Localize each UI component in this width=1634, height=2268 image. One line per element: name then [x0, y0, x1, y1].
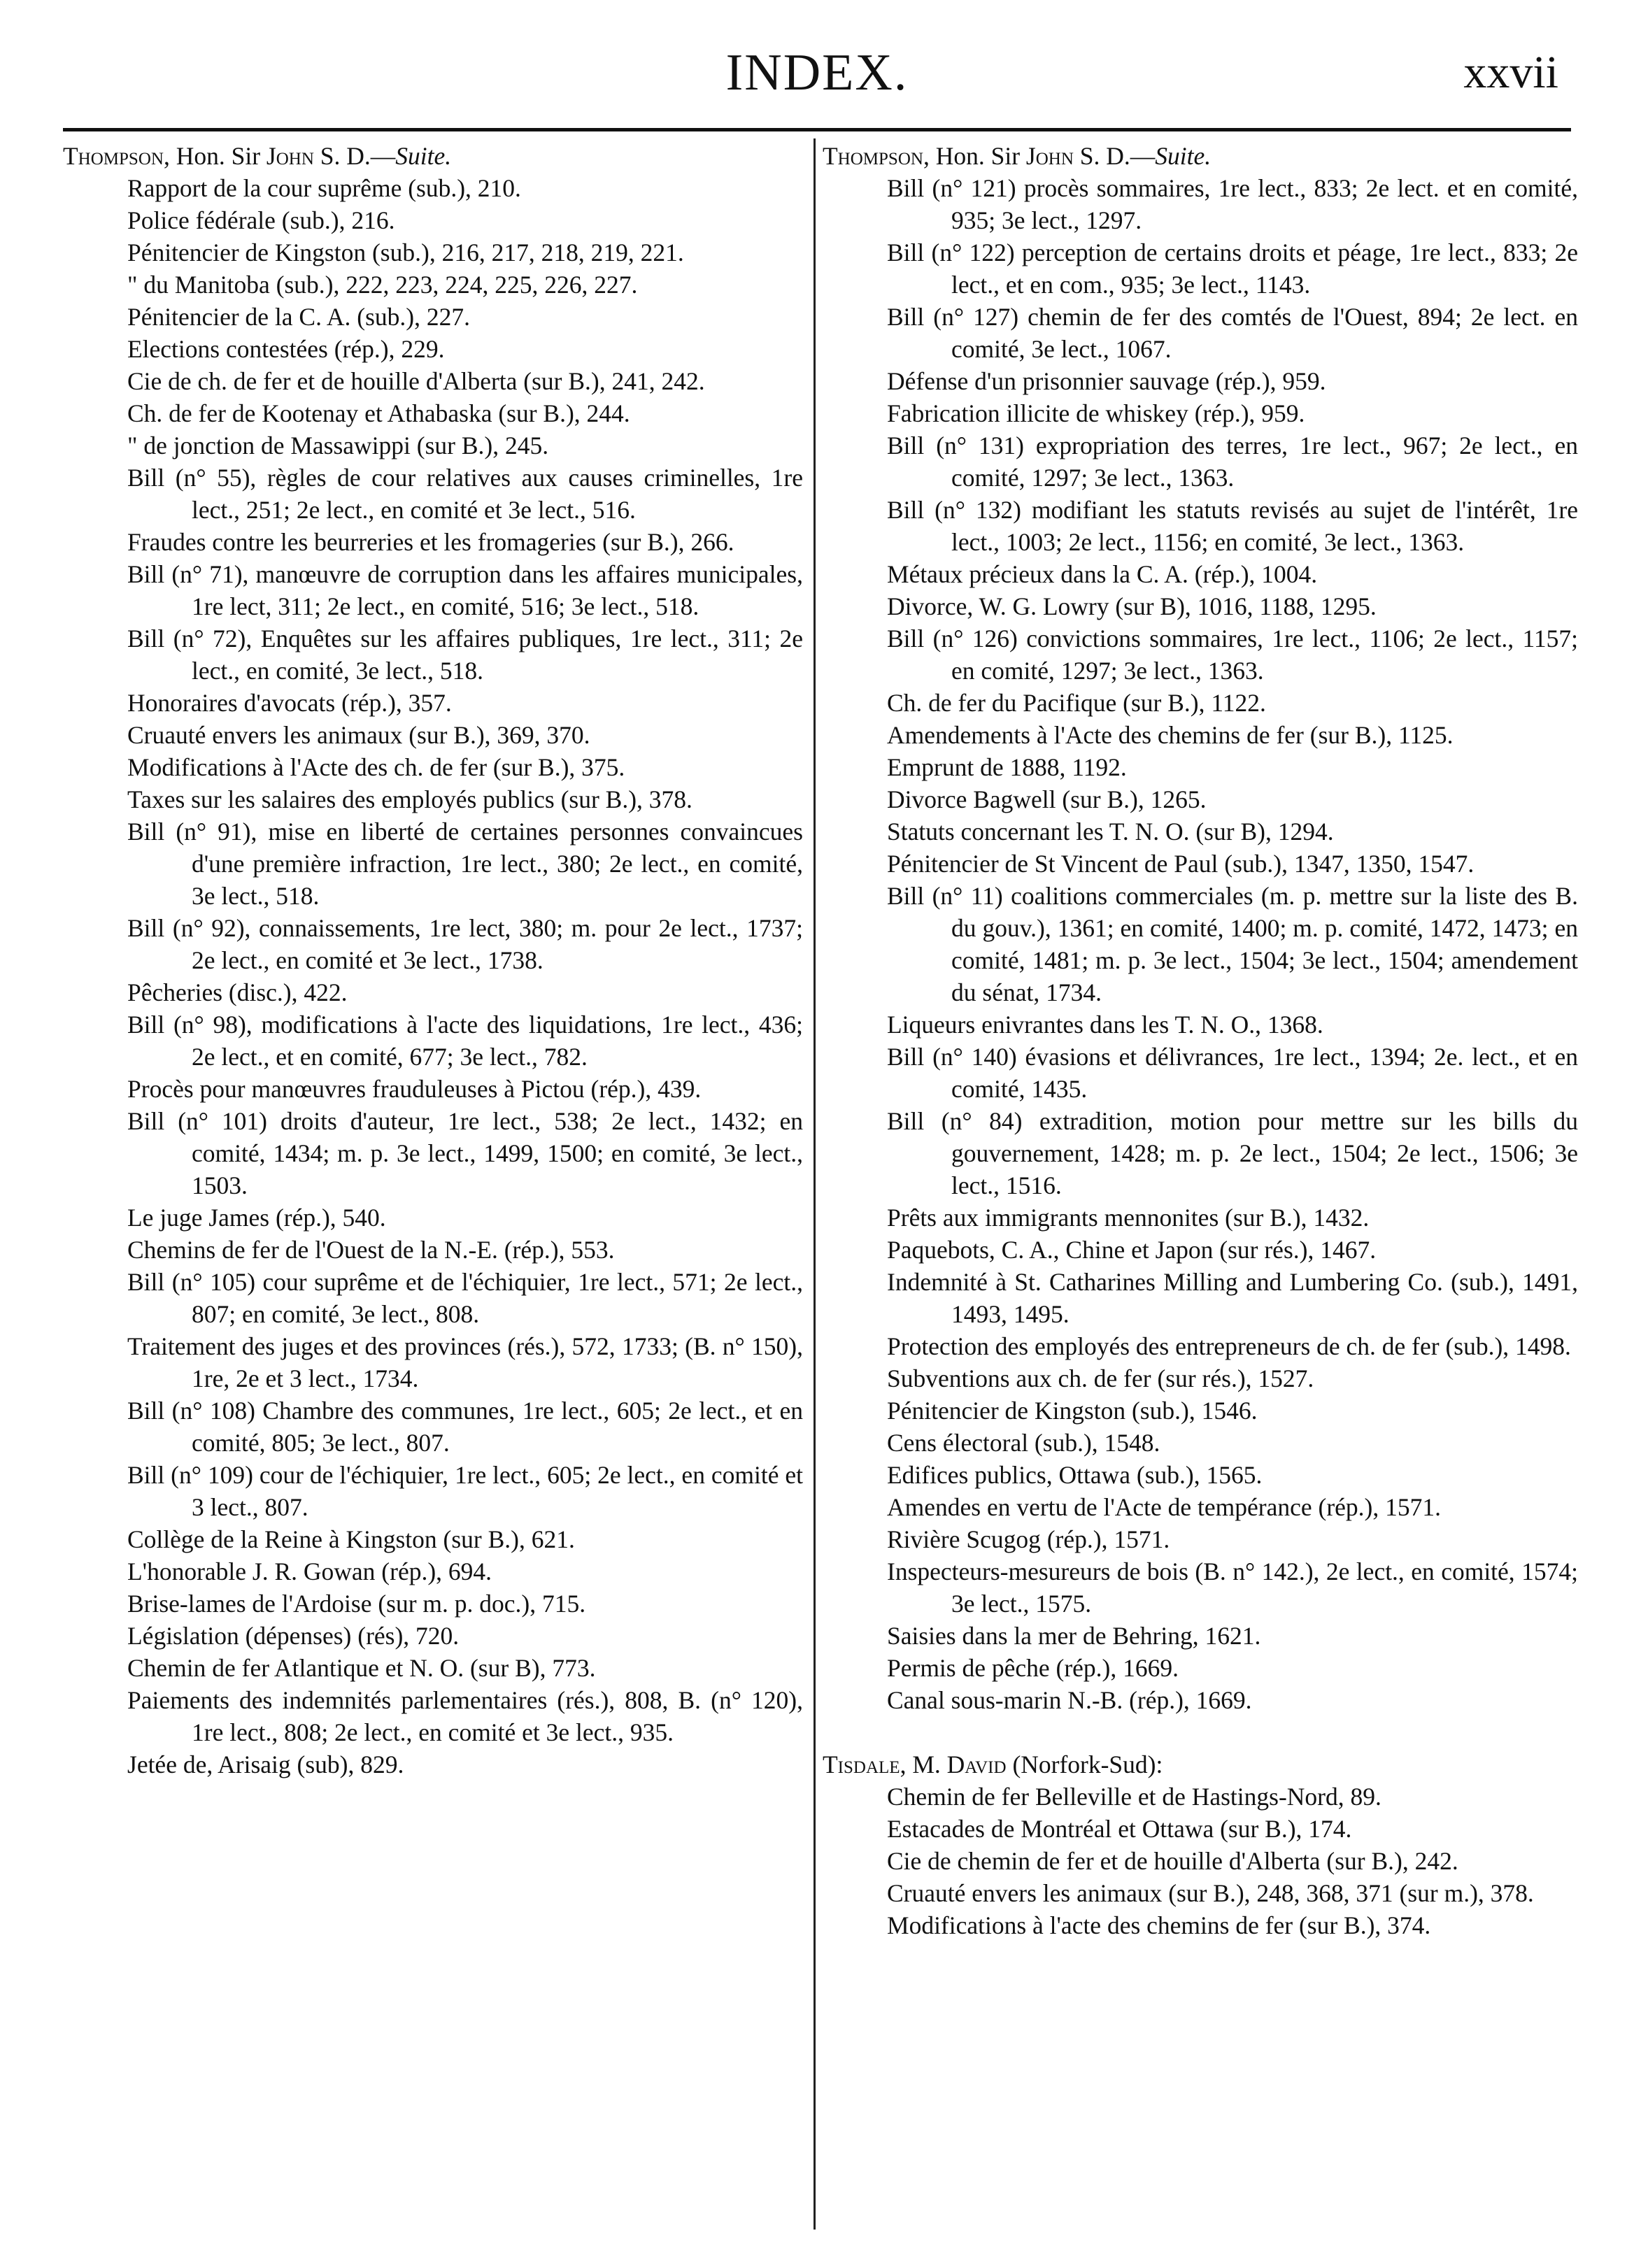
- index-entry: Bill (n° 101) droits d'auteur, 1re lect., 538; 2e lect., 1432; en comité, 1434; m. p. 3e lect., 1499, 1500; en comité, 3e lect., 1503.: [127, 1107, 803, 1199]
- right-entry-list: [823, 172, 1578, 1716]
- index-entry: Paiements des indemnités parlementaires (rés.), 808, B. (n° 120), 1re lect., 808; 2e lect., en comité et 3e lect., 935.: [127, 1686, 803, 1746]
- index-entry: Pénitencier de Kingston (sub.), 1546.: [887, 1397, 1258, 1425]
- left-column-heading: Thompson, Hon. Sir John S. D.—Suite.: [63, 142, 452, 170]
- index-entry: Police fédérale (sub.), 216.: [127, 206, 395, 234]
- index-entry: Indemnité à St. Catharines Milling and Lumbering Co. (sub.), 1491, 1493, 1495.: [887, 1268, 1578, 1328]
- left-column: [63, 140, 803, 1781]
- index-entry: Bill (n° 91), mise en liberté de certaines personnes convaincues d'une première infraction, 1re lect., 380; 2e lect., en comité, 3e lect., 518.: [127, 818, 803, 910]
- tisdale-entry-list: [823, 1781, 1578, 1941]
- index-entry: Métaux précieux dans la C. A. (rép.), 1004.: [887, 560, 1318, 588]
- index-entry: Edifices publics, Ottawa (sub.), 1565.: [887, 1461, 1263, 1489]
- index-entry: L'honorable J. R. Gowan (rép.), 694.: [127, 1557, 492, 1585]
- index-entry: Divorce Bagwell (sur B.), 1265.: [887, 785, 1207, 813]
- index-entry: Fraudes contre les beurreries et les fromageries (sur B.), 266.: [127, 528, 734, 556]
- index-entry: Taxes sur les salaires des employés publics (sur B.), 378.: [127, 785, 692, 813]
- index-entry: Bill (n° 55), règles de cour relatives aux causes criminelles, 1re lect., 251; 2e lect., en comité et 3e lect., 516.: [127, 464, 803, 524]
- index-entry: Chemin de fer Atlantique et N. O. (sur B), 773.: [127, 1654, 596, 1682]
- index-entry: Collège de la Reine à Kingston (sur B.), 621.: [127, 1525, 575, 1553]
- index-entry: Amendes en vertu de l'Acte de tempérance (rép.), 1571.: [887, 1493, 1441, 1521]
- index-entry: Bill (n° 127) chemin de fer des comtés de l'Ouest, 894; 2e lect. en comité, 3e lect., 1067.: [887, 303, 1578, 363]
- index-entry: Bill (n° 121) procès sommaires, 1re lect., 833; 2e lect. et en comité, 935; 3e lect., 1297.: [887, 174, 1578, 234]
- index-entry: Honoraires d'avocats (rép.), 357.: [127, 689, 452, 717]
- index-entry: Fabrication illicite de whiskey (rép.), 959.: [887, 399, 1305, 427]
- header-rule: [63, 128, 1571, 131]
- index-entry: " de jonction de Massawippi (sur B.), 245.: [127, 432, 549, 459]
- index-entry: Bill (n° 92), connaissements, 1re lect, 380; m. pour 2e lect., 1737; 2e lect., en comité et 3e lect., 1738.: [127, 914, 803, 974]
- index-entry: Bill (n° 98), modifications à l'acte des liquidations, 1re lect., 436; 2e lect., et en comité, 677; 3e lect., 782.: [127, 1011, 803, 1071]
- index-entry: Chemins de fer de l'Ouest de la N.-E. (rép.), 553.: [127, 1236, 615, 1264]
- index-entry: Bill (n° 140) évasions et délivrances, 1re lect., 1394; 2e. lect., et en comité, 1435.: [887, 1043, 1578, 1103]
- index-entry: Bill (n° 84) extradition, motion pour mettre sur les bills du gouvernement, 1428; m. p. 2e lect., 1504; 2e lect., 1506; 3e lect., 1516.: [887, 1107, 1578, 1199]
- index-entry: Elections contestées (rép.), 229.: [127, 335, 445, 363]
- index-entry: Protection des employés des entrepreneurs de ch. de fer (sub.), 1498.: [887, 1332, 1571, 1360]
- index-entry: Pénitencier de Kingston (sub.), 216, 217, 218, 219, 221.: [127, 238, 684, 266]
- index-entry: Traitement des juges et des provinces (rés.), 572, 1733; (B. n° 150), 1re, 2e et 3 lect., 1734.: [127, 1332, 803, 1392]
- tisdale-heading: Tisdale, M. David (Norfork-Sud):: [823, 1750, 1163, 1778]
- index-entry: Prêts aux immigrants mennonites (sur B.), 1432.: [887, 1204, 1370, 1232]
- index-entry: Pénitencier de St Vincent de Paul (sub.), 1347, 1350, 1547.: [887, 850, 1475, 878]
- left-entry-list: [63, 172, 803, 1781]
- index-entry: Liqueurs enivrantes dans les T. N. O., 1368.: [887, 1011, 1323, 1039]
- index-entry: Pénitencier de la C. A. (sub.), 227.: [127, 303, 470, 331]
- index-entry: " du Manitoba (sub.), 222, 223, 224, 225, 226, 227.: [127, 271, 638, 299]
- index-entry: Statuts concernant les T. N. O. (sur B), 1294.: [887, 818, 1334, 846]
- index-entry: Cens électoral (sub.), 1548.: [887, 1429, 1160, 1457]
- index-entry: Cruauté envers les animaux (sur B.), 248, 368, 371 (sur m.), 378.: [887, 1879, 1534, 1907]
- index-entry: Canal sous-marin N.-B. (rép.), 1669.: [887, 1686, 1252, 1714]
- index-entry: Bill (n° 109) cour de l'échiquier, 1re lect., 605; 2e lect., en comité et 3 lect., 807.: [127, 1461, 803, 1521]
- index-entry: Chemin de fer Belleville et de Hastings-Nord, 89.: [887, 1783, 1381, 1811]
- index-entry: Cie de chemin de fer et de houille d'Alberta (sur B.), 242.: [887, 1847, 1458, 1875]
- page-number: xxvii: [1463, 47, 1558, 98]
- index-entry: Modifications à l'Acte des ch. de fer (sur B.), 375.: [127, 753, 625, 781]
- index-entry: Le juge James (rép.), 540.: [127, 1204, 386, 1232]
- index-entry: Pêcheries (disc.), 422.: [127, 978, 348, 1006]
- index-entry: Divorce, W. G. Lowry (sur B), 1016, 1188, 1295.: [887, 592, 1377, 620]
- column-divider: [814, 138, 816, 2230]
- page-title: INDEX.: [725, 44, 909, 101]
- index-entry: Bill (n° 126) convictions sommaires, 1re lect., 1106; 2e lect., 1157; en comité, 1297; 3e lect., 1363.: [887, 625, 1578, 685]
- index-entry: Emprunt de 1888, 1192.: [887, 753, 1127, 781]
- right-column: [823, 140, 1578, 1941]
- index-entry: Bill (n° 71), manœuvre de corruption dans les affaires municipales, 1re lect, 311; 2e lect., en comité, 516; 3e lect., 518.: [127, 560, 803, 620]
- index-entry: Saisies dans la mer de Behring, 1621.: [887, 1622, 1261, 1650]
- index-entry: Paquebots, C. A., Chine et Japon (sur rés.), 1467.: [887, 1236, 1377, 1264]
- index-entry: Inspecteurs-mesureurs de bois (B. n° 142.), 2e lect., en comité, 1574; 3e lect., 1575.: [887, 1557, 1578, 1618]
- index-entry: Cruauté envers les animaux (sur B.), 369, 370.: [127, 721, 590, 749]
- index-entry: Subventions aux ch. de fer (sur rés.), 1527.: [887, 1364, 1314, 1392]
- index-entry: Estacades de Montréal et Ottawa (sur B.), 174.: [887, 1815, 1352, 1843]
- index-entry: Amendements à l'Acte des chemins de fer (sur B.), 1125.: [887, 721, 1454, 749]
- index-entry: Bill (n° 11) coalitions commerciales (m. p. mettre sur la liste des B. du gouv.), 1361; en comité, 1400; m. p. comité, 1472, 1473; en comité, 1481; m. p. 3e lect., 1504; 3e lect., 1504; amendement du sénat, 1734.: [887, 882, 1578, 1006]
- index-entry: Cie de ch. de fer et de houille d'Alberta (sur B.), 241, 242.: [127, 367, 705, 395]
- index-entry: Bill (n° 122) perception de certains droits et péage, 1re lect., 833; 2e lect., et en com., 935; 3e lect., 1143.: [887, 238, 1578, 299]
- right-column-heading: Thompson, Hon. Sir John S. D.—Suite.: [823, 142, 1212, 170]
- index-entry: Procès pour manœuvres frauduleuses à Pictou (rép.), 439.: [127, 1075, 702, 1103]
- index-entry: Bill (n° 105) cour suprême et de l'échiquier, 1re lect., 571; 2e lect., 807; en comité, 3e lect., 808.: [127, 1268, 803, 1328]
- index-entry: Législation (dépenses) (rés), 720.: [127, 1622, 460, 1650]
- index-entry: Permis de pêche (rép.), 1669.: [887, 1654, 1179, 1682]
- index-entry: Bill (n° 132) modifiant les statuts revisés au sujet de l'intérêt, 1re lect., 1003; 2e lect., 1156; en comité, 3e lect., 1363.: [887, 496, 1578, 556]
- index-entry: Rapport de la cour suprême (sub.), 210.: [127, 174, 521, 202]
- index-entry: Modifications à l'acte des chemins de fer (sur B.), 374.: [887, 1911, 1431, 1939]
- index-entry: Jetée de, Arisaig (sub), 829.: [127, 1750, 404, 1778]
- index-entry: Bill (n° 108) Chambre des communes, 1re lect., 605; 2e lect., et en comité, 805; 3e lect., 807.: [127, 1397, 803, 1457]
- index-entry: Ch. de fer du Pacifique (sur B.), 1122.: [887, 689, 1266, 717]
- index-entry: Bill (n° 131) expropriation des terres, 1re lect., 967; 2e lect., en comité, 1297; 3e lect., 1363.: [887, 432, 1578, 492]
- index-entry: Brise-lames de l'Ardoise (sur m. p. doc.), 715.: [127, 1590, 586, 1618]
- index-entry: Défense d'un prisonnier sauvage (rép.), 959.: [887, 367, 1326, 395]
- index-entry: Ch. de fer de Kootenay et Athabaska (sur B.), 244.: [127, 399, 630, 427]
- index-entry: Rivière Scugog (rép.), 1571.: [887, 1525, 1170, 1553]
- index-entry: Bill (n° 72), Enquêtes sur les affaires publiques, 1re lect., 311; 2e lect., en comité, 3e lect., 518.: [127, 625, 803, 685]
